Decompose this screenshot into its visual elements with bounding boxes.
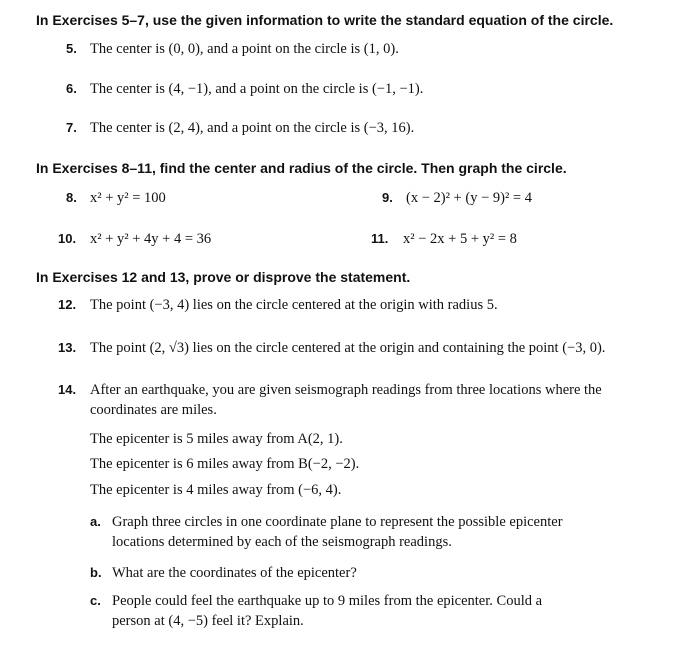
- exercise-11: [371, 231, 517, 248]
- exercise-number: 12.: [58, 297, 77, 312]
- exercise-text: The center is (2, 4), and a point on the circle is (−3, 16).: [90, 120, 415, 136]
- exercise-number: 14.: [58, 382, 77, 397]
- epicenter-reading-3: The epicenter is 4 miles away from (−6, 4).: [90, 482, 342, 498]
- part-text: What are the coordinates of the epicenter?: [112, 565, 357, 581]
- exercise-text: x² − 2x + 5 + y² = 8: [403, 231, 517, 247]
- exercise-text: x² + y² + 4y + 4 = 36: [90, 231, 212, 247]
- exercise-10: [58, 231, 211, 248]
- exercise-number: 5.: [66, 41, 77, 56]
- epicenter-reading-1: The epicenter is 5 miles away from A(2, 1).: [90, 431, 343, 447]
- exercise-text: (x − 2)² + (y − 9)² = 4: [406, 190, 532, 206]
- section-heading-exercises-8-11: In Exercises 8–11, find the center and radius of the circle. Then graph the circle.: [36, 160, 567, 176]
- exercise-14-intro-line-1: After an earthquake, you are given seismograph readings from three locations where the: [90, 382, 602, 398]
- exercise-14-part-c-line-2: person at (4, −5) feel it? Explain.: [112, 613, 304, 629]
- part-label: c.: [90, 593, 101, 608]
- exercise-number: 8.: [66, 190, 77, 205]
- exercise-14: [58, 382, 602, 399]
- exercise-14-part-c: [90, 593, 542, 610]
- exercise-number: 6.: [66, 81, 77, 96]
- exercise-6: [66, 81, 423, 98]
- exercise-text: The center is (4, −1), and a point on the circle is (−1, −1).: [90, 81, 424, 97]
- exercise-14-part-a-line-2: locations determined by each of the seismograph readings.: [112, 534, 452, 550]
- exercise-text: The point (−3, 4) lies on the circle centered at the origin with radius 5.: [90, 297, 498, 313]
- exercise-14-intro-line-2: coordinates are miles.: [90, 402, 217, 418]
- exercise-number: 9.: [382, 190, 393, 205]
- part-text: Graph three circles in one coordinate plane to represent the possible epicenter: [112, 514, 563, 530]
- exercise-14-part-a: [90, 514, 563, 531]
- exercise-text: The center is (0, 0), and a point on the circle is (1, 0).: [90, 41, 399, 57]
- exercise-number: 11.: [371, 231, 389, 246]
- exercise-text: x² + y² = 100: [90, 190, 166, 206]
- exercise-7: [66, 120, 414, 137]
- exercise-5: [66, 41, 399, 58]
- exercise-text: The point (2, √3) lies on the circle centered at the origin and containing the point (−3, 0).: [90, 340, 606, 356]
- exercise-number: 7.: [66, 120, 77, 135]
- part-label: b.: [90, 565, 102, 580]
- exercise-12: [58, 297, 498, 314]
- section-heading-exercises-12-13: In Exercises 12 and 13, prove or disprove the statement.: [36, 269, 411, 285]
- exercise-13: [58, 340, 605, 357]
- section-heading-exercises-5-7: In Exercises 5–7, use the given information to write the standard equation of the circle.: [36, 12, 614, 28]
- exercise-14-part-b: [90, 565, 357, 582]
- part-label: a.: [90, 514, 101, 529]
- epicenter-reading-2: The epicenter is 6 miles away from B(−2, −2).: [90, 456, 360, 472]
- exercise-number: 13.: [58, 340, 77, 355]
- part-text: People could feel the earthquake up to 9 miles from the epicenter. Could a: [112, 593, 543, 609]
- exercise-8: [66, 190, 166, 207]
- exercise-number: 10.: [58, 231, 77, 246]
- exercise-9: [382, 190, 532, 207]
